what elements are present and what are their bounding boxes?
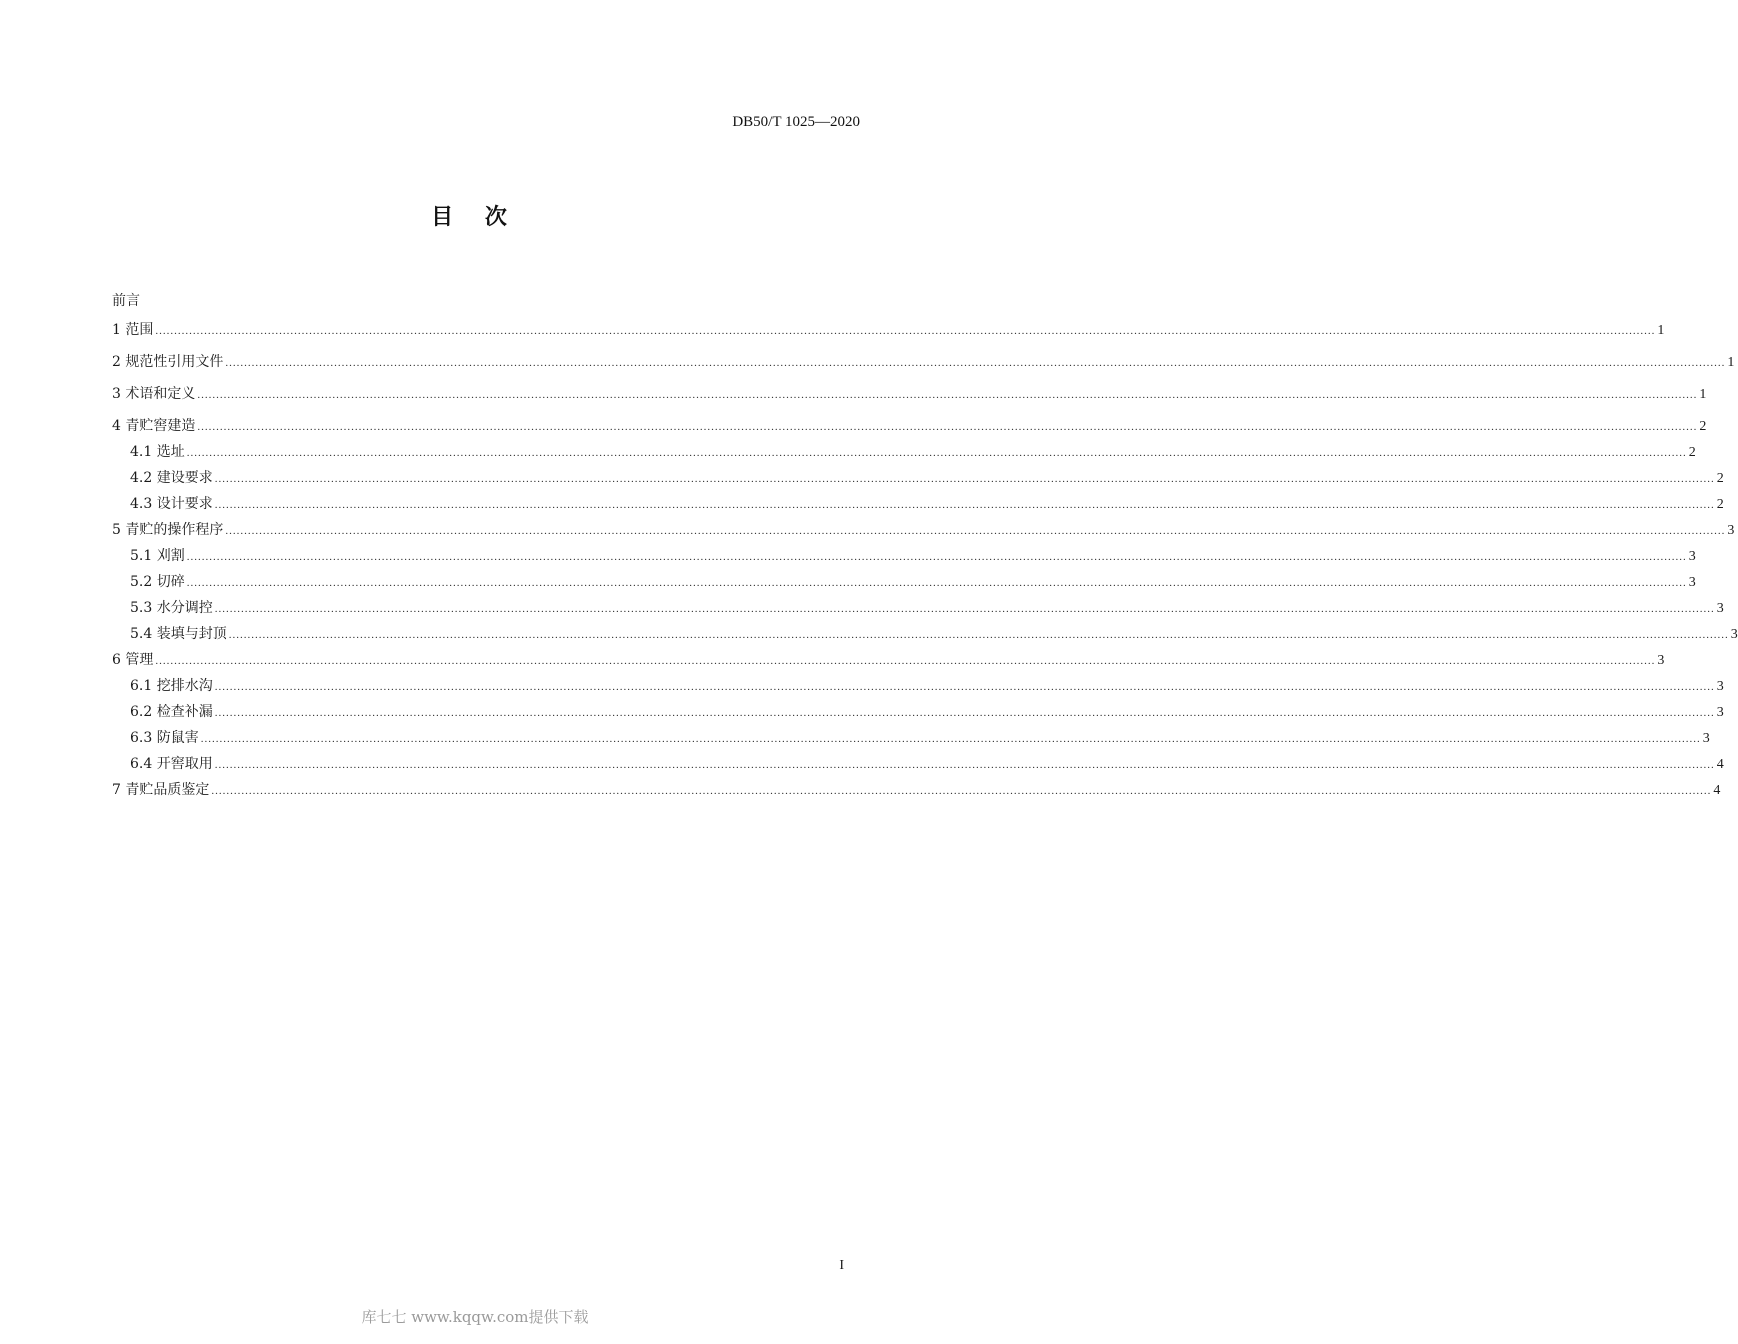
toc-entry-page: 4: [1713, 783, 1721, 798]
toc-entry-label: 6 管理: [112, 652, 154, 668]
toc-entry-page: 3: [1716, 601, 1724, 616]
toc-entry[interactable]: [112, 599, 1724, 618]
dot-leader: ................................................................................................................................................................................................................................................................................................................................................................................................................: [225, 357, 1726, 369]
toc-entry-page: 1: [1699, 387, 1707, 402]
toc-entry[interactable]: [112, 417, 1707, 436]
toc-entry-page: 3: [1702, 731, 1710, 746]
dot-leader: ................................................................................................................................................................................................................................................................................................................................................................................................................: [214, 707, 1715, 719]
toc-entry-page: 3: [1688, 549, 1696, 564]
toc-entry[interactable]: [112, 651, 1665, 670]
watermark-text: 库七七 www.kqqw.com提供下载: [361, 1308, 589, 1326]
page-number: I: [839, 1258, 844, 1273]
toc-entry-page: 3: [1727, 523, 1735, 538]
dot-leader: ................................................................................................................................................................................................................................................................................................................................................................................................................: [214, 681, 1715, 693]
toc-entry[interactable]: [112, 443, 1696, 462]
table-of-contents: [112, 290, 1738, 813]
toc-entry-preface[interactable]: 前言: [112, 293, 140, 309]
toc-entry-label: 5.4 装填与封顶: [130, 626, 227, 642]
toc-entry[interactable]: [112, 625, 1738, 644]
toc-entry[interactable]: [112, 353, 1735, 372]
dot-leader: ................................................................................................................................................................................................................................................................................................................................................................................................................: [197, 389, 1698, 401]
dot-leader: ................................................................................................................................................................................................................................................................................................................................................................................................................: [214, 603, 1715, 615]
toc-entry-label: 6.1 挖排水沟: [130, 678, 213, 694]
toc-entry-page: 2: [1716, 497, 1724, 512]
toc-entry-label: 1 范围: [112, 322, 154, 338]
toc-entry-label: 7 青贮品质鉴定: [112, 782, 210, 798]
toc-entry-page: 3: [1657, 653, 1665, 668]
toc-entry-page: 3: [1716, 679, 1724, 694]
dot-leader: ................................................................................................................................................................................................................................................................................................................................................................................................................: [214, 473, 1715, 485]
toc-entry[interactable]: [112, 469, 1724, 488]
document-code: DB50/T 1025—2020: [732, 114, 860, 130]
toc-entry-label: 4.1 选址: [130, 444, 185, 460]
toc-entry[interactable]: [112, 385, 1707, 404]
toc-entry-page: 3: [1716, 705, 1724, 720]
toc-entry-page: 1: [1657, 323, 1665, 338]
dot-leader: ................................................................................................................................................................................................................................................................................................................................................................................................................: [228, 629, 1729, 641]
toc-entries: [112, 321, 1738, 800]
toc-entry[interactable]: [112, 729, 1710, 748]
toc-entry-label: 5 青贮的操作程序: [112, 522, 224, 538]
toc-entry-label: 5.1 刈割: [130, 548, 185, 564]
dot-leader: ................................................................................................................................................................................................................................................................................................................................................................................................................: [197, 421, 1698, 433]
toc-entry[interactable]: [112, 547, 1696, 566]
toc-title: 目 次: [431, 205, 519, 230]
toc-entry-page: 4: [1716, 757, 1724, 772]
dot-leader: ................................................................................................................................................................................................................................................................................................................................................................................................................: [186, 447, 1687, 459]
toc-entry-label: 6.3 防鼠害: [130, 730, 199, 746]
toc-entry[interactable]: [112, 521, 1735, 540]
toc-entry-label: 3 术语和定义: [112, 386, 196, 402]
dot-leader: ................................................................................................................................................................................................................................................................................................................................................................................................................: [186, 577, 1687, 589]
toc-entry-page: 2: [1716, 471, 1724, 486]
toc-entry-label: 6.2 检查补漏: [130, 704, 213, 720]
dot-leader: ................................................................................................................................................................................................................................................................................................................................................................................................................: [155, 325, 1656, 337]
dot-leader: ................................................................................................................................................................................................................................................................................................................................................................................................................: [211, 785, 1712, 797]
toc-entry[interactable]: [112, 495, 1724, 514]
toc-entry[interactable]: [112, 703, 1724, 722]
dot-leader: ................................................................................................................................................................................................................................................................................................................................................................................................................: [214, 499, 1715, 511]
toc-entry-page: 3: [1730, 627, 1738, 642]
toc-entry-label: 4 青贮窖建造: [112, 418, 196, 434]
toc-entry[interactable]: [112, 573, 1696, 592]
toc-entry-label: 5.2 切碎: [130, 574, 185, 590]
toc-entry-label: 4.3 设计要求: [130, 496, 213, 512]
toc-entry-page: 2: [1699, 419, 1707, 434]
toc-entry-page: 3: [1688, 575, 1696, 590]
toc-entry-label: 5.3 水分调控: [130, 600, 213, 616]
dot-leader: ................................................................................................................................................................................................................................................................................................................................................................................................................: [155, 655, 1656, 667]
dot-leader: ................................................................................................................................................................................................................................................................................................................................................................................................................: [200, 733, 1701, 745]
toc-entry-page: 2: [1688, 445, 1696, 460]
dot-leader: ................................................................................................................................................................................................................................................................................................................................................................................................................: [225, 525, 1726, 537]
toc-entry-label: 4.2 建设要求: [130, 470, 213, 486]
toc-entry-page: 1: [1727, 355, 1735, 370]
toc-entry[interactable]: [112, 677, 1724, 696]
dot-leader: ................................................................................................................................................................................................................................................................................................................................................................................................................: [186, 551, 1687, 563]
toc-entry[interactable]: [112, 321, 1665, 340]
toc-entry-label: 2 规范性引用文件: [112, 354, 224, 370]
toc-entry[interactable]: [112, 755, 1724, 774]
toc-entry[interactable]: [112, 781, 1721, 800]
toc-entry-label: 6.4 开窖取用: [130, 756, 213, 772]
dot-leader: ................................................................................................................................................................................................................................................................................................................................................................................................................: [214, 759, 1715, 771]
